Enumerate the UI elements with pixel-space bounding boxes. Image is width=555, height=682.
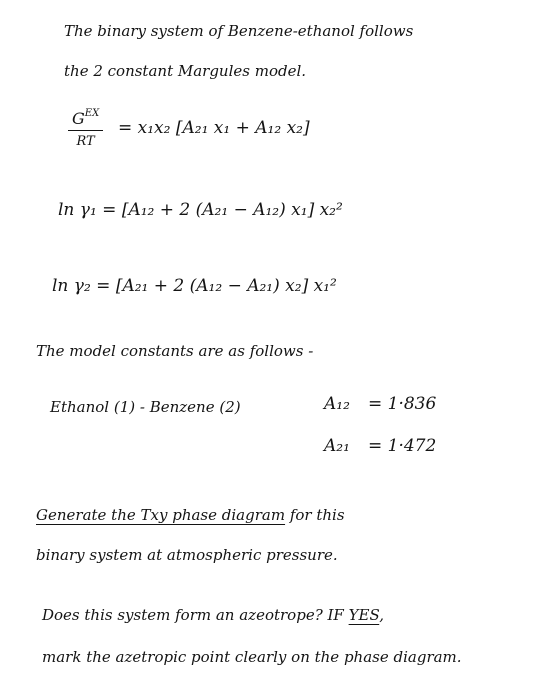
a12-value: = 1·836 — [368, 394, 437, 414]
system-label: Ethanol (1) - Benzene (2) — [50, 398, 241, 416]
a12-label: A₁₂ — [324, 394, 350, 414]
gex-denominator: RT — [76, 134, 95, 149]
task-generate-line — [36, 506, 345, 524]
a21-label: A₂₁ — [324, 436, 350, 456]
task-generate-underlined: Generate the Txy phase diagram — [36, 506, 286, 524]
ln-gamma1-equation: ln γ₁ = [A₁₂ + 2 (A₂₁ − A₁₂) x₁] x₂² — [58, 200, 343, 220]
ln-gamma2-equation: ln γ₂ = [A₂₁ + 2 (A₁₂ − A₂₁) x₂] x₁² — [52, 276, 337, 296]
gex-numerator: $G^{EX}$ — [68, 108, 103, 131]
task-question-start: Does this system form an azeotrope? IF — [42, 606, 349, 624]
task-question-line-2: mark the azetropic point clearly on the phase diagram. — [42, 648, 462, 666]
intro-line-1: The binary system of Benzene-ethanol follows — [64, 22, 414, 40]
task-question-end: , — [379, 606, 384, 624]
task-question-line — [42, 606, 384, 624]
task-generate-line-2: binary system at atmospheric pressure. — [36, 546, 338, 564]
gex-fraction — [68, 108, 103, 149]
task-question-yes: YES — [348, 606, 380, 624]
intro-line-2: the 2 constant Margules model. — [64, 62, 307, 80]
task-generate-rest: for this — [285, 506, 345, 524]
gex-equation-rhs: = x₁x₂ [A₂₁ x₁ + A₁₂ x₂] — [118, 118, 310, 138]
a21-value: = 1·472 — [368, 436, 437, 456]
constants-heading: The model constants are as follows - — [36, 342, 314, 360]
